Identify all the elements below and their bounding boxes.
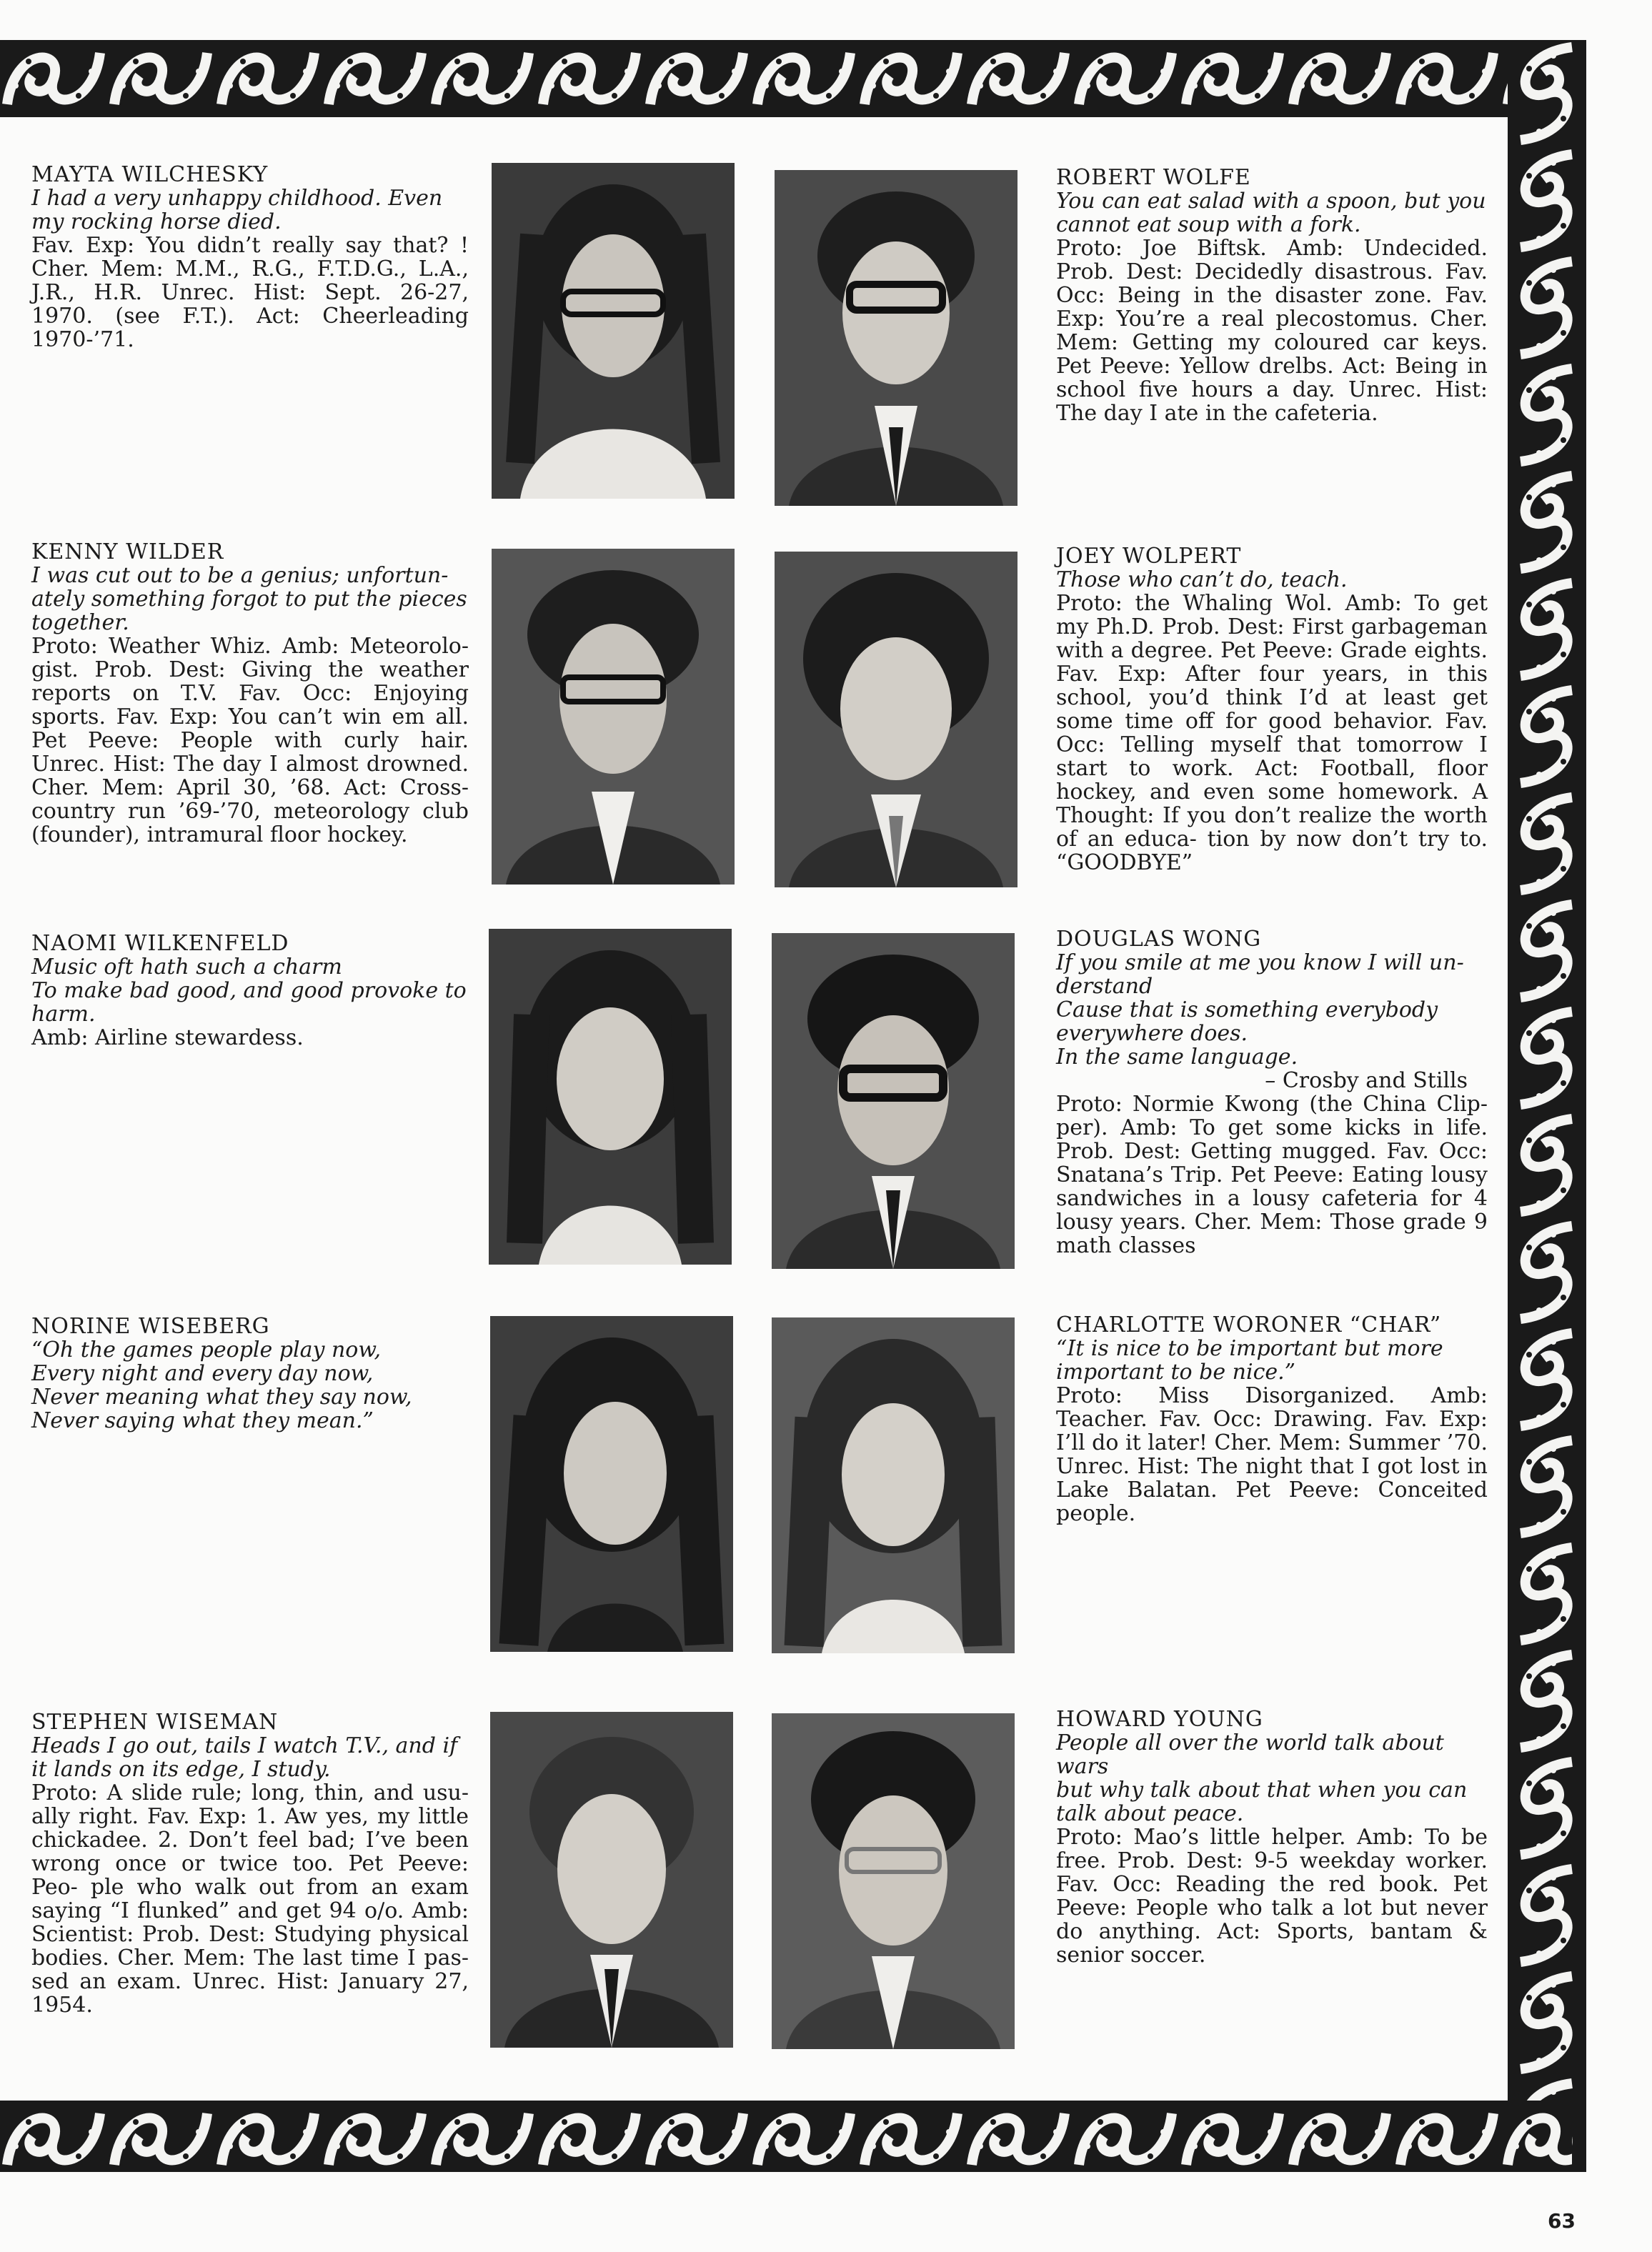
student-portrait (775, 170, 1017, 506)
student-details: Proto: Joe Biftsk. Amb: Undecided. Prob. Dest: Decidedly disastrous. Fav. Occ: Being in the disaster zone. Fav. Exp: You’re a real plecostomus. Cher. Mem: Getting my coloured car keys. Pet Peeve: Yellow drelbs. Act: Being in school five hours a day. Unrec. Hist: The day I ate in the cafeteria. (1056, 236, 1488, 426)
student-entry-naomi-wilkenfeld (31, 932, 469, 1050)
student-details: Proto: Normie Kwong (the China Clip- per). Amb: To get some kicks in life. Prob. Dest: Getting mugged. Fav. Occ: Snatana’s Trip. Pet Peeve: Eating lousy sandwiches in a lousy cafeteria for 4 lousy years. Cher. Mem: Those grade 9 math classes (1056, 1092, 1488, 1258)
student-quote: I had a very unhappy childhood. Even my rocking horse died. (31, 186, 443, 234)
student-entry-robert-wolfe (1056, 166, 1488, 425)
student-details: Proto: the Whaling Wol. Amb: To get my Ph.D. Prob. Dest: First garbageman with a degree. Pet Peeve: Grade eights. Fav. Exp: After four years, in this school, you’d think I’d at least get some time off for good behavior. Fav. Occ: Telling myself that tomorrow I start to work. Act: Football, floor hockey, and even some homework. A Thought: If you don’t realize the worth of an educa- tion by now don’t try to. “GOODBYE” (1056, 591, 1488, 875)
student-portrait (490, 1712, 733, 2048)
ornamental-border-right (1508, 40, 1586, 2172)
student-details: Proto: A slide rule; long, thin, and usu- ally right. Fav. Exp: 1. Aw yes, my little chickadee. 2. Don’t feel bad; I’ve been wrong once or twice too. Pet Peeve: Peo- ple who walk out from an exam saying “I flunked” and get 94 o/o. Amb: Scientist: Prob. Dest: Studying physical bodies. Cher. Mem: The last time I pas- sed an exam. Unrec. Hist: January 27, 1954. (31, 1780, 469, 2018)
student-details: Proto: Miss Disorganized. Amb: Teacher. Fav. Occ: Drawing. Fav. Exp: I’ll do it later! Cher. Mem: Summer ’70. Unrec. Hist: The night that I got lost in Lake Balatan. Pet Peeve: Conceited people. (1056, 1383, 1488, 1526)
student-name: ROBERT WOLFE (1056, 165, 1251, 190)
student-entry-stephen-wiseman (31, 1710, 469, 2017)
student-portrait (772, 933, 1015, 1269)
student-quote: If you smile at me you know I will un- derstand Cause that is something everybody everywhere does. In the same language. (1056, 950, 1464, 1070)
student-portrait (775, 552, 1017, 887)
student-quote: I was cut out to be a genius; unfortun- ately something forgot to put the pieces together. (31, 563, 467, 635)
student-name: NAOMI WILKENFELD (31, 931, 289, 956)
student-name: DOUGLAS WONG (1056, 927, 1262, 952)
student-name: MAYTA WILCHESKY (31, 162, 269, 187)
student-entry-douglas-wong (1056, 927, 1488, 1257)
student-portrait (490, 1316, 733, 1652)
student-portrait (492, 163, 735, 499)
student-entry-kenny-wilder (31, 540, 469, 847)
student-quote: Music oft hath such a charm To make bad good, and good provoke to harm. (31, 955, 467, 1027)
student-entry-charlotte-woroner (1056, 1313, 1488, 1525)
student-name: CHARLOTTE WORONER “CHAR” (1056, 1312, 1442, 1337)
quote-attribution: – Crosby and Stills (1265, 1068, 1468, 1093)
student-name: KENNY WILDER (31, 539, 224, 564)
student-details: Amb: Airline stewardess. (31, 1025, 304, 1050)
student-portrait (772, 1317, 1015, 1653)
student-name: HOWARD YOUNG (1056, 1707, 1263, 1732)
student-entry-norine-wiseberg (31, 1315, 469, 1433)
page-number: 63 (1548, 2209, 1576, 2233)
student-portrait (772, 1713, 1015, 2049)
student-details: Proto: Mao’s little helper. Amb: To be free. Prob. Dest: 9-5 weekday worker. Fav. Occ: Reading the red book. Pet Peeve: People who talk a lot but never do anything. Act: Sports, bantam & senior soccer. (1056, 1825, 1488, 1968)
student-details: Fav. Exp: You didn’t really say that? ! Cher. Mem: M.M., R.G., F.T.D.G., L.A., J.R., H.R. Unrec. Hist: Sept. 26-27, 1970. (see F.T.). Act: Cheerleading 1970-’71. (31, 233, 469, 352)
student-details: Proto: Weather Whiz. Amb: Meteorolo- gist. Prob. Dest: Giving the weather reports on T.V. Fav. Occ: Enjoying sports. Fav. Exp: You can’t win em all. Pet Peeve: People with curly hair. Unrec. Hist: The day I almost drowned. Cher. Mem: April 30, ’68. Act: Cross-country run ’69-’70, meteorology club (founder), intramural floor hockey. (31, 634, 469, 847)
student-portrait (492, 549, 735, 885)
student-quote: “It is nice to be important but more important to be nice.” (1056, 1336, 1443, 1385)
student-entry-joey-wolpert (1056, 544, 1488, 875)
ornamental-border-top (0, 40, 1529, 117)
student-quote: Those who can’t do, teach. (1056, 567, 1348, 592)
student-entry-howard-young (1056, 1708, 1488, 1967)
student-name: NORINE WISEBERG (31, 1314, 270, 1339)
student-quote: You can eat salad with a spoon, but you cannot eat soup with a fork. (1056, 189, 1486, 237)
student-quote: Heads I go out, tails I watch T.V., and if it lands on its edge, I study. (31, 1733, 458, 1782)
student-entry-mayta-wilchesky (31, 163, 469, 352)
student-portrait (489, 929, 732, 1265)
student-name: STEPHEN WISEMAN (31, 1710, 279, 1735)
ornamental-border-bottom (0, 2101, 1572, 2172)
student-name: JOEY WOLPERT (1056, 544, 1242, 569)
student-quote: “Oh the games people play now, Every night and every day now, Never meaning what they say now, Never saying what they mean.” (31, 1337, 412, 1433)
student-quote: People all over the world talk about wars but why talk about that when you can talk about peace. (1056, 1730, 1468, 1826)
